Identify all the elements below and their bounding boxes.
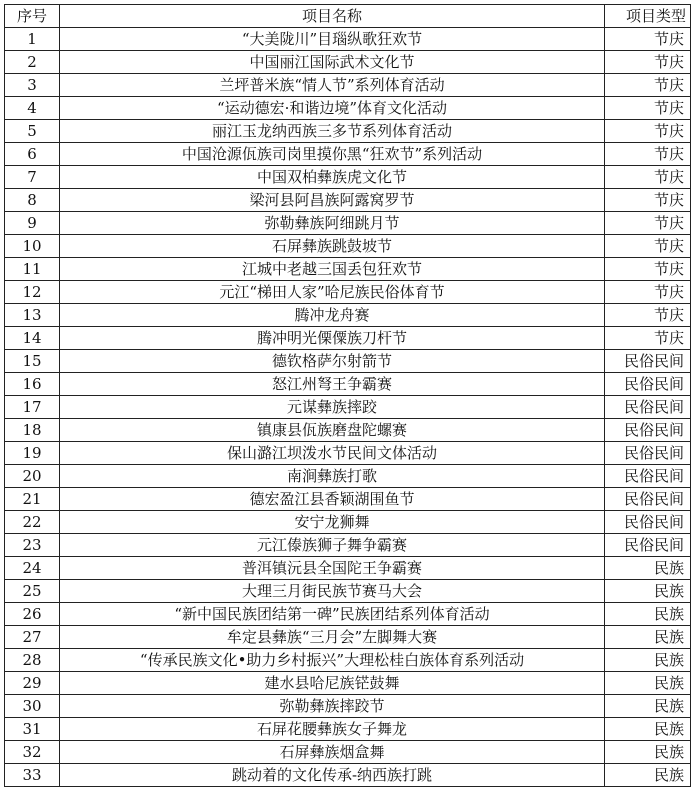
cell-type: 民族 bbox=[605, 557, 691, 580]
cell-name: 弥勒彝族摔跤节 bbox=[60, 695, 605, 718]
cell-type: 节庆 bbox=[605, 281, 691, 304]
cell-type: 节庆 bbox=[605, 189, 691, 212]
cell-type: 节庆 bbox=[605, 28, 691, 51]
cell-num: 22 bbox=[5, 511, 60, 534]
cell-num: 15 bbox=[5, 350, 60, 373]
table-row bbox=[5, 373, 691, 396]
cell-name: 安宁龙狮舞 bbox=[60, 511, 605, 534]
table-row bbox=[5, 626, 691, 649]
cell-type: 民俗民间 bbox=[605, 511, 691, 534]
cell-num: 33 bbox=[5, 764, 60, 787]
cell-type: 民俗民间 bbox=[605, 442, 691, 465]
cell-num: 14 bbox=[5, 327, 60, 350]
table-row bbox=[5, 580, 691, 603]
cell-name: 德宏盈江县香颖湖围鱼节 bbox=[60, 488, 605, 511]
cell-name: 石屏花腰彝族女子舞龙 bbox=[60, 718, 605, 741]
table-row bbox=[5, 120, 691, 143]
table-row bbox=[5, 764, 691, 787]
table-row bbox=[5, 74, 691, 97]
table-row bbox=[5, 741, 691, 764]
cell-type: 节庆 bbox=[605, 304, 691, 327]
cell-num: 8 bbox=[5, 189, 60, 212]
cell-type: 节庆 bbox=[605, 51, 691, 74]
table-row bbox=[5, 488, 691, 511]
cell-num: 20 bbox=[5, 465, 60, 488]
cell-type: 节庆 bbox=[605, 327, 691, 350]
cell-type: 民俗民间 bbox=[605, 396, 691, 419]
table-row bbox=[5, 442, 691, 465]
cell-name: 镇康县佤族磨盘陀螺赛 bbox=[60, 419, 605, 442]
table-row bbox=[5, 465, 691, 488]
table-row bbox=[5, 534, 691, 557]
cell-name: “运动德宏·和谐边境”体育文化活动 bbox=[60, 97, 605, 120]
cell-name: 普洱镇沅县全国陀王争霸赛 bbox=[60, 557, 605, 580]
table-body bbox=[5, 28, 691, 787]
cell-name: 石屏彝族跳鼓坡节 bbox=[60, 235, 605, 258]
cell-num: 23 bbox=[5, 534, 60, 557]
cell-type: 节庆 bbox=[605, 97, 691, 120]
cell-num: 1 bbox=[5, 28, 60, 51]
table-row bbox=[5, 649, 691, 672]
cell-type: 民族 bbox=[605, 695, 691, 718]
cell-name: 德钦格萨尔射箭节 bbox=[60, 350, 605, 373]
table-row bbox=[5, 143, 691, 166]
cell-type: 节庆 bbox=[605, 74, 691, 97]
cell-name: 元江傣族狮子舞争霸赛 bbox=[60, 534, 605, 557]
cell-type: 民俗民间 bbox=[605, 373, 691, 396]
cell-num: 21 bbox=[5, 488, 60, 511]
cell-name: 怒江州弩王争霸赛 bbox=[60, 373, 605, 396]
cell-num: 25 bbox=[5, 580, 60, 603]
cell-num: 11 bbox=[5, 258, 60, 281]
table-row bbox=[5, 718, 691, 741]
table-row bbox=[5, 557, 691, 580]
cell-name: 南涧彝族打歌 bbox=[60, 465, 605, 488]
cell-name: 丽江玉龙纳西族三多节系列体育活动 bbox=[60, 120, 605, 143]
cell-name: 元谋彝族摔跤 bbox=[60, 396, 605, 419]
cell-type: 节庆 bbox=[605, 120, 691, 143]
table-row bbox=[5, 281, 691, 304]
cell-num: 18 bbox=[5, 419, 60, 442]
cell-type: 民俗民间 bbox=[605, 350, 691, 373]
table-row bbox=[5, 235, 691, 258]
cell-type: 民俗民间 bbox=[605, 419, 691, 442]
header-row bbox=[5, 5, 691, 28]
cell-num: 27 bbox=[5, 626, 60, 649]
table-row bbox=[5, 97, 691, 120]
cell-type: 民族 bbox=[605, 718, 691, 741]
cell-num: 2 bbox=[5, 51, 60, 74]
cell-num: 29 bbox=[5, 672, 60, 695]
cell-name: 保山潞江坝泼水节民间文体活动 bbox=[60, 442, 605, 465]
header-name: 项目名称 bbox=[60, 5, 605, 28]
cell-name: 中国双柏彝族虎文化节 bbox=[60, 166, 605, 189]
cell-type: 民族 bbox=[605, 741, 691, 764]
table-row bbox=[5, 304, 691, 327]
cell-name: 跳动着的文化传承-纳西族打跳 bbox=[60, 764, 605, 787]
table-row bbox=[5, 51, 691, 74]
cell-type: 节庆 bbox=[605, 258, 691, 281]
cell-num: 10 bbox=[5, 235, 60, 258]
cell-num: 31 bbox=[5, 718, 60, 741]
cell-type: 民俗民间 bbox=[605, 534, 691, 557]
cell-name: “大美陇川”目瑙纵歌狂欢节 bbox=[60, 28, 605, 51]
cell-name: 中国丽江国际武术文化节 bbox=[60, 51, 605, 74]
cell-name: “新中国民族团结第一碑”民族团结系列体育活动 bbox=[60, 603, 605, 626]
table-row bbox=[5, 672, 691, 695]
cell-type: 民俗民间 bbox=[605, 488, 691, 511]
cell-name: 石屏彝族烟盒舞 bbox=[60, 741, 605, 764]
cell-num: 3 bbox=[5, 74, 60, 97]
project-table bbox=[4, 4, 691, 787]
cell-type: 民族 bbox=[605, 626, 691, 649]
cell-name: 梁河县阿昌族阿露窝罗节 bbox=[60, 189, 605, 212]
cell-num: 7 bbox=[5, 166, 60, 189]
cell-num: 12 bbox=[5, 281, 60, 304]
cell-num: 17 bbox=[5, 396, 60, 419]
table-row bbox=[5, 327, 691, 350]
cell-num: 24 bbox=[5, 557, 60, 580]
cell-name: 建水县哈尼族铓鼓舞 bbox=[60, 672, 605, 695]
cell-num: 9 bbox=[5, 212, 60, 235]
cell-type: 民族 bbox=[605, 672, 691, 695]
cell-type: 民族 bbox=[605, 764, 691, 787]
cell-type: 民族 bbox=[605, 603, 691, 626]
cell-type: 民俗民间 bbox=[605, 465, 691, 488]
table-row bbox=[5, 212, 691, 235]
cell-num: 16 bbox=[5, 373, 60, 396]
cell-num: 26 bbox=[5, 603, 60, 626]
table-row bbox=[5, 28, 691, 51]
cell-num: 28 bbox=[5, 649, 60, 672]
cell-name: 江城中老越三国丢包狂欢节 bbox=[60, 258, 605, 281]
header-type: 项目类型 bbox=[605, 5, 691, 28]
cell-name: 牟定县彝族“三月会”左脚舞大赛 bbox=[60, 626, 605, 649]
cell-type: 节庆 bbox=[605, 235, 691, 258]
cell-type: 节庆 bbox=[605, 212, 691, 235]
table-row bbox=[5, 350, 691, 373]
cell-num: 32 bbox=[5, 741, 60, 764]
header-num: 序号 bbox=[5, 5, 60, 28]
cell-num: 30 bbox=[5, 695, 60, 718]
cell-name: 中国沧源佤族司岗里摸你黑“狂欢节”系列活动 bbox=[60, 143, 605, 166]
cell-name: 大理三月街民族节赛马大会 bbox=[60, 580, 605, 603]
cell-type: 民族 bbox=[605, 580, 691, 603]
cell-type: 节庆 bbox=[605, 166, 691, 189]
cell-name: 弥勒彝族阿细跳月节 bbox=[60, 212, 605, 235]
cell-name: “传承民族文化•助力乡村振兴”大理松桂白族体育系列活动 bbox=[60, 649, 605, 672]
cell-num: 13 bbox=[5, 304, 60, 327]
table-row bbox=[5, 166, 691, 189]
cell-num: 6 bbox=[5, 143, 60, 166]
cell-name: 元江“梯田人家”哈尼族民俗体育节 bbox=[60, 281, 605, 304]
table-row bbox=[5, 511, 691, 534]
table-row bbox=[5, 396, 691, 419]
table-row bbox=[5, 603, 691, 626]
cell-num: 19 bbox=[5, 442, 60, 465]
cell-num: 5 bbox=[5, 120, 60, 143]
table-row bbox=[5, 695, 691, 718]
cell-type: 节庆 bbox=[605, 143, 691, 166]
cell-name: 腾冲龙舟赛 bbox=[60, 304, 605, 327]
cell-type: 民族 bbox=[605, 649, 691, 672]
cell-num: 4 bbox=[5, 97, 60, 120]
table-row bbox=[5, 189, 691, 212]
cell-name: 腾冲明光傈僳族刀杆节 bbox=[60, 327, 605, 350]
cell-name: 兰坪普米族“情人节”系列体育活动 bbox=[60, 74, 605, 97]
table-row bbox=[5, 258, 691, 281]
table-row bbox=[5, 419, 691, 442]
